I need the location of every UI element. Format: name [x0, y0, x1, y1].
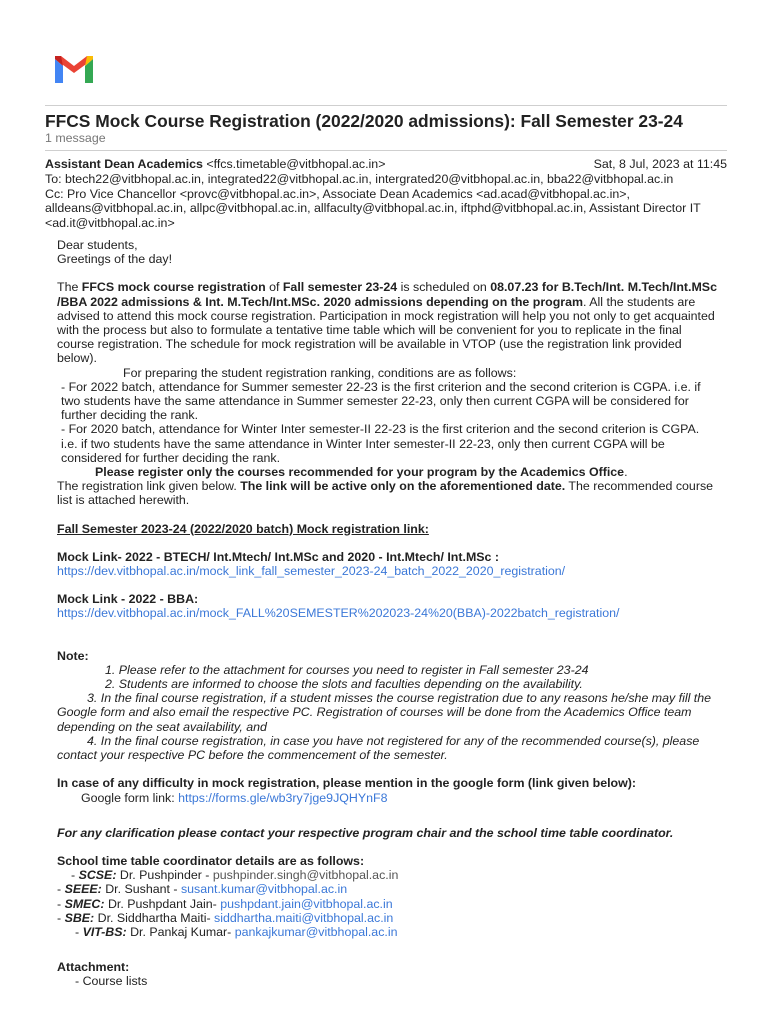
coordinator-vitbs: - VIT-BS: Dr. Pankaj Kumar- pankajkumar@vitbhopal.ac.in: [75, 924, 398, 939]
ranking-2020: - For 2020 batch, attendance for Winter Inter semester-II 22-23 is the first criterion and the second criterion is CGPA. i.e. if two students have the same attendance in Winter Inter semester-II 22-23, only then current CGPA will be considered for further deciding the rank.: [61, 422, 700, 465]
mock-link-2-label: Mock Link - 2022 - BBA:: [57, 592, 199, 607]
email-headers: [45, 157, 727, 230]
header-divider: [45, 105, 727, 106]
main-paragraph: The FFCS mock course registration of Fall semester 23-24 is scheduled on 08.07.23 for B.Tech/Int. M.Tech/Int.MSc /BBA 2022 admissions & Int. M.Tech/Int.MSc. 2020 admissions depending on the program. All the students are advised to attend this mock course registration. Participation in mock registration will help you not only to get acquainted with the process but also to formulate a tentative time table which will be convenient for you to replicate in the final course registration. The schedule for mock registration will be available in VTOP (use the registration link provided below).: [57, 280, 717, 366]
mock-link-2[interactable]: https://dev.vitbhopal.ac.in/mock_FALL%20SEMESTER%202023-24%20(BBA)-2022batch_registration/: [57, 606, 620, 621]
cc-line-3: <ad.it@vitbhopal.ac.in>: [45, 215, 175, 230]
gmail-logo-icon: [52, 53, 96, 87]
coordinator-seee-email[interactable]: susant.kumar@vitbhopal.ac.in: [180, 882, 348, 897]
mock-link-1-label: Mock Link- 2022 - BTECH/ Int.Mtech/ Int.MSc and 2020 - Int.Mtech/ Int.MSc :: [57, 549, 499, 564]
sender-email: <ffcs.timetable@vitbhopal.ac.in>: [206, 157, 386, 171]
coordinator-smec: - SMEC: Dr. Pushpdant Jain- pushpdant.jain@vitbhopal.ac.in: [57, 896, 393, 911]
google-form-line: Google form link: https://forms.gle/wb3ry7jge9JQHYnF8: [81, 790, 388, 805]
note-label: Note:: [57, 648, 89, 663]
register-note: Please register only the courses recommended for your program by the Academics Office.: [95, 465, 628, 480]
note-3: 3. In the final course registration, if a student misses the course registration due to any reasons he/she may fill the Google form and also email the respective PC. Registration of courses will be done from the Academics Office team depending on the seat availability, and: [57, 691, 711, 734]
ranking-intro: For preparing the student registration ranking, conditions are as follows:: [123, 365, 517, 380]
email-subject: FFCS Mock Course Registration (2022/2020 admissions): Fall Semester 23-24: [45, 111, 683, 131]
ranking-2022: - For 2022 batch, attendance for Summer semester 22-23 is the first criterion and the second criterion is CGPA. i.e. if two students have the same attendance in Summer semester 22-23, only then current CGPA will be considered for further deciding the rank.: [61, 379, 701, 423]
note-4: 4. In the final course registration, in case you have not registered for any of the recommended course(s), please contact your respective PC before the commencement of the semester.: [57, 733, 700, 763]
mock-link-2-line: [57, 606, 717, 620]
attachment-item: - Course lists: [75, 974, 148, 989]
greeting-line-1: Dear students,: [57, 238, 138, 252]
greeting-line-2: Greetings of the day!: [57, 252, 173, 267]
coordinator-scse: - SCSE: Dr. Pushpinder - pushpinder.singh@vitbhopal.ac.in: [71, 868, 399, 883]
sender-name: Assistant Dean Academics: [45, 157, 203, 171]
mock-link-1[interactable]: https://dev.vitbhopal.ac.in/mock_link_fall_semester_2023-24_batch_2022_2020_registration/: [57, 564, 566, 579]
to-line: To: btech22@vitbhopal.ac.in, integrated22@vitbhopal.ac.in, intergrated20@vitbhopal.ac.in, bba22@vitbhopal.ac.in: [45, 172, 674, 186]
from-line: [45, 157, 727, 172]
note-1: 1. Please refer to the attachment for courses you need to register in Fall semester 23-24: [105, 662, 589, 677]
coordinator-vitbs-email[interactable]: pankajkumar@vitbhopal.ac.in: [234, 924, 398, 939]
difficulty-line: In case of any difficulty in mock registration, please mention in the google form (link given below):: [57, 776, 637, 791]
coordinator-sbe: - SBE: Dr. Siddhartha Maiti- siddhartha.maiti@vitbhopal.ac.in: [57, 910, 394, 925]
note-2: 2. Students are informed to choose the slots and faculties depending on the availability.: [105, 677, 583, 692]
coordinator-scse-email: pushpinder.singh@vitbhopal.ac.in: [212, 868, 399, 883]
link-info: The registration link given below. The link will be active only on the aforementioned date. The recommended course list is attached herewith.: [57, 479, 714, 508]
coordinator-sbe-email[interactable]: siddhartha.maiti@vitbhopal.ac.in: [214, 910, 394, 925]
cc-line-1: Cc: Pro Vice Chancellor <provc@vitbhopal.ac.in>, Associate Dean Academics <ad.acad@vitbhopal.ac.in>,: [45, 186, 630, 201]
email-date: Sat, 8 Jul, 2023 at 11:45: [593, 157, 727, 171]
coordinator-heading: School time table coordinator details are as follows:: [57, 853, 365, 868]
links-heading: Fall Semester 2023-24 (2022/2020 batch) Mock registration link:: [57, 521, 429, 536]
email-body: [57, 238, 717, 989]
coordinator-smec-email[interactable]: pushpdant.jain@vitbhopal.ac.in: [220, 896, 393, 911]
attachment-label: Attachment:: [57, 960, 130, 975]
mock-link-1-line: [57, 564, 717, 578]
message-count: 1 message: [45, 131, 106, 145]
google-form-link[interactable]: https://forms.gle/wb3ry7jge9JQHYnF8: [178, 790, 388, 805]
coordinator-seee: - SEEE: Dr. Sushant - susant.kumar@vitbhopal.ac.in: [57, 882, 348, 897]
clarification-line: For any clarification please contact your respective program chair and the school time table coordinator.: [57, 825, 674, 840]
subject-divider: [45, 150, 727, 151]
cc-line-2: alldeans@vitbhopal.ac.in, allpc@vitbhopal.ac.in, allfaculty@vitbhopal.ac.in, iftphd@vitbhopal.ac.in, Assistant Director IT: [45, 201, 701, 216]
